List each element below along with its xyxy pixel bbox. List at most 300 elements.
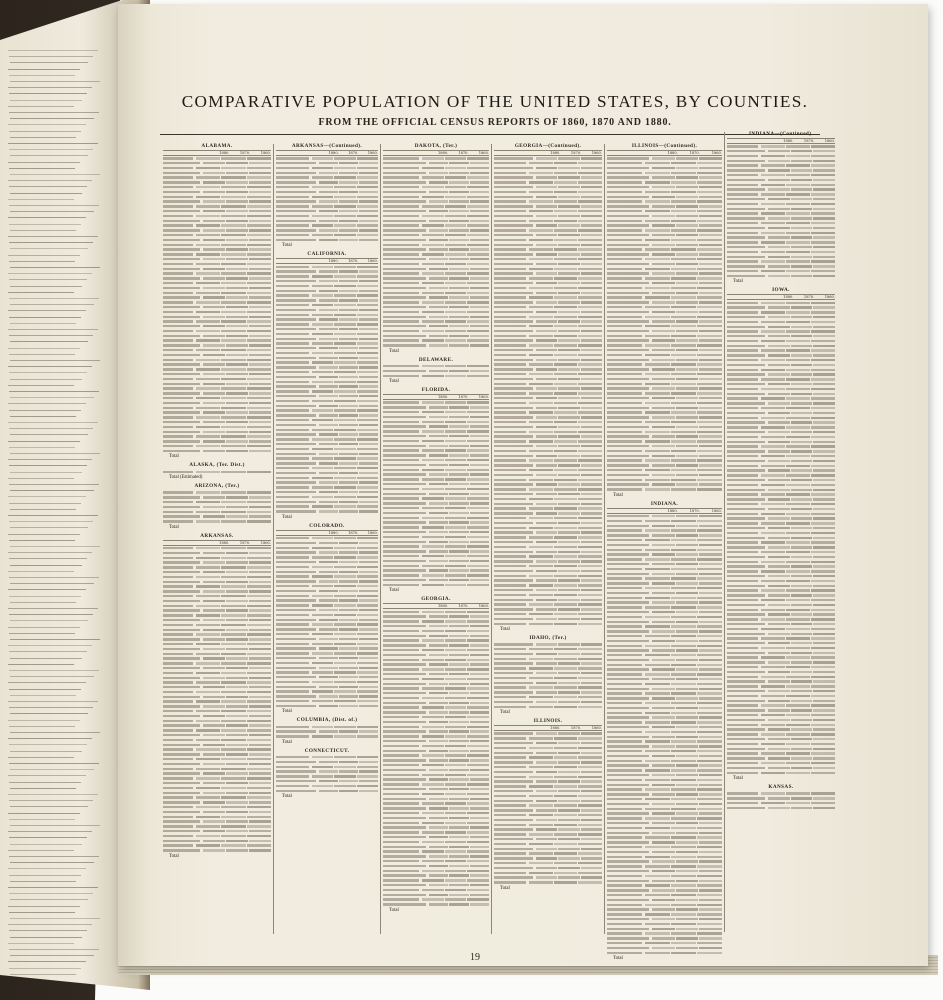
county-name xyxy=(727,246,765,248)
population-value xyxy=(357,457,378,459)
population-value xyxy=(247,205,271,207)
population-value xyxy=(429,884,448,886)
population-value xyxy=(536,541,557,543)
year-label: 1870. xyxy=(458,151,469,155)
population-value xyxy=(470,220,489,222)
county-name xyxy=(276,328,316,330)
population-value xyxy=(558,253,579,255)
population-value xyxy=(811,232,835,234)
population-value xyxy=(645,354,670,356)
left-page-text-line xyxy=(10,788,76,789)
population-value xyxy=(470,865,489,867)
year-label: 1860. xyxy=(478,604,490,609)
county-name xyxy=(494,455,533,457)
population-value xyxy=(558,876,579,878)
year-label: 1860. xyxy=(478,395,490,400)
population-value xyxy=(422,301,444,303)
population-value xyxy=(786,260,810,262)
population-value xyxy=(196,748,220,750)
state-heading: ARKANSAS. xyxy=(200,532,234,539)
population-value xyxy=(357,537,378,539)
population-value xyxy=(761,311,785,313)
population-value xyxy=(422,375,444,377)
county-name xyxy=(383,282,419,284)
population-value xyxy=(813,575,835,577)
population-value xyxy=(581,838,602,840)
population-value xyxy=(196,167,220,169)
population-value xyxy=(422,401,444,403)
left-page-text-line xyxy=(9,261,75,262)
county-name xyxy=(494,706,526,708)
year-label: 1860. xyxy=(591,151,602,155)
population-value xyxy=(581,809,602,811)
population-value xyxy=(699,659,722,661)
population-value xyxy=(319,561,338,563)
population-value xyxy=(429,798,448,800)
county-name xyxy=(276,638,316,640)
county-name xyxy=(494,560,533,562)
population-value xyxy=(652,649,675,651)
population-value xyxy=(813,306,835,308)
population-value xyxy=(221,547,245,549)
county-name xyxy=(383,574,419,576)
population-value xyxy=(470,287,489,289)
population-value xyxy=(445,841,467,843)
left-page-text-line xyxy=(10,174,100,175)
population-value xyxy=(529,450,553,452)
population-value xyxy=(676,253,699,255)
population-value xyxy=(578,306,602,308)
population-value xyxy=(581,761,602,763)
population-value xyxy=(249,172,271,174)
population-value xyxy=(339,676,358,678)
population-value xyxy=(422,745,444,747)
population-value xyxy=(645,549,670,551)
population-value xyxy=(249,734,271,736)
population-value xyxy=(226,619,248,621)
county-name xyxy=(276,647,316,649)
population-value xyxy=(429,692,448,694)
population-value xyxy=(697,306,722,308)
population-value xyxy=(652,630,675,632)
county-name xyxy=(494,431,526,433)
population-value xyxy=(529,766,553,768)
population-value xyxy=(196,282,220,284)
population-value xyxy=(786,193,810,195)
county-name xyxy=(607,186,649,188)
population-value xyxy=(429,855,448,857)
population-value xyxy=(652,851,675,853)
population-value xyxy=(221,835,245,837)
county-name xyxy=(607,913,642,915)
population-value xyxy=(226,667,248,669)
left-page-text-line xyxy=(9,465,87,466)
population-value xyxy=(811,311,835,313)
left-page-text-line xyxy=(8,106,74,107)
population-value xyxy=(813,421,835,423)
population-value xyxy=(768,402,790,404)
population-value xyxy=(536,464,557,466)
population-value xyxy=(449,692,468,694)
population-value xyxy=(581,157,602,159)
county-name xyxy=(276,186,309,188)
population-value xyxy=(449,740,468,742)
population-value xyxy=(467,630,489,632)
county-name xyxy=(727,270,758,272)
population-value xyxy=(558,493,579,495)
population-value xyxy=(699,573,722,575)
population-value xyxy=(319,705,338,707)
population-value xyxy=(449,191,468,193)
population-value xyxy=(676,272,699,274)
county-name xyxy=(163,710,193,712)
population-value xyxy=(529,584,553,586)
population-value xyxy=(429,239,448,241)
county-name xyxy=(607,625,642,627)
county-name xyxy=(494,672,533,674)
population-value xyxy=(429,200,448,202)
population-value xyxy=(470,268,489,270)
population-value xyxy=(791,556,813,558)
county-name xyxy=(276,157,309,159)
population-value xyxy=(467,574,489,576)
left-page-text-line xyxy=(9,112,99,113)
population-value xyxy=(445,565,467,567)
population-value xyxy=(467,375,489,377)
population-value xyxy=(429,181,448,183)
population-value xyxy=(470,445,489,447)
population-value xyxy=(676,445,699,447)
population-value xyxy=(699,668,722,670)
county-name xyxy=(163,325,200,327)
population-value xyxy=(558,790,579,792)
left-page-text-line xyxy=(8,348,80,349)
population-value xyxy=(226,744,248,746)
population-value xyxy=(676,630,699,632)
population-value xyxy=(768,527,790,529)
population-value xyxy=(226,772,248,774)
population-value xyxy=(247,643,271,645)
population-value xyxy=(813,767,835,769)
population-value xyxy=(247,234,271,236)
population-value xyxy=(334,157,355,159)
population-value xyxy=(470,673,489,675)
county-name xyxy=(494,176,533,178)
population-value xyxy=(768,373,790,375)
population-value xyxy=(768,450,790,452)
population-value xyxy=(768,479,790,481)
county-name xyxy=(276,667,316,669)
population-value xyxy=(470,344,489,346)
state-heading: INDIANA—(Continued). xyxy=(748,131,814,137)
population-value xyxy=(445,555,467,557)
county-name xyxy=(494,872,526,874)
population-value xyxy=(449,521,468,523)
population-value xyxy=(422,365,444,367)
left-page-text-line xyxy=(8,775,86,776)
population-value xyxy=(445,687,467,689)
population-value xyxy=(529,296,553,298)
year-label: 1870. xyxy=(803,139,815,143)
population-value xyxy=(676,937,699,939)
population-value xyxy=(536,407,557,409)
population-value xyxy=(652,534,675,536)
population-value xyxy=(768,613,790,615)
left-page-text-line xyxy=(10,676,94,677)
population-value xyxy=(445,497,467,499)
county-name xyxy=(383,157,419,159)
population-value xyxy=(221,720,245,722)
county-name xyxy=(163,677,200,679)
population-value xyxy=(203,581,225,583)
year-label: 1870. xyxy=(348,530,359,535)
population-value xyxy=(699,176,722,178)
population-value xyxy=(786,695,810,697)
population-value xyxy=(247,176,271,178)
population-value xyxy=(221,397,245,399)
population-value xyxy=(813,179,835,181)
population-value xyxy=(558,349,579,351)
county-name xyxy=(163,777,193,779)
county-name xyxy=(727,393,765,395)
population-value xyxy=(445,639,467,641)
population-value xyxy=(813,169,835,171)
population-value xyxy=(768,565,790,567)
county-name xyxy=(494,330,533,332)
population-value xyxy=(652,755,675,757)
county-name xyxy=(383,244,419,246)
county-name xyxy=(163,263,193,265)
population-value xyxy=(791,479,813,481)
population-value xyxy=(449,172,468,174)
county-name xyxy=(494,200,526,202)
population-value xyxy=(697,817,722,819)
county-name xyxy=(383,870,419,872)
population-value xyxy=(339,790,358,792)
county-name xyxy=(163,547,193,549)
population-value xyxy=(203,181,225,183)
county-name xyxy=(276,419,309,421)
county-name xyxy=(163,806,193,808)
population-value xyxy=(529,306,553,308)
population-value xyxy=(247,387,271,389)
population-value xyxy=(249,450,271,452)
population-value xyxy=(813,594,835,596)
population-value xyxy=(359,414,378,416)
county-name xyxy=(163,739,193,741)
population-value xyxy=(791,565,813,567)
county-name xyxy=(494,824,526,826)
county-name xyxy=(383,181,426,183)
population-value xyxy=(671,162,696,164)
population-value xyxy=(445,339,467,341)
county-name xyxy=(163,772,200,774)
county-name xyxy=(494,167,533,169)
population-value xyxy=(247,320,271,322)
population-value xyxy=(699,474,722,476)
county-name xyxy=(163,768,193,770)
population-value xyxy=(699,525,722,527)
population-value xyxy=(578,191,602,193)
population-value xyxy=(761,570,785,572)
population-value xyxy=(529,172,553,174)
population-value xyxy=(221,205,245,207)
population-value xyxy=(554,658,578,660)
county-name xyxy=(276,537,309,539)
county-name xyxy=(383,625,426,627)
population-value xyxy=(429,306,448,308)
population-value xyxy=(581,570,602,572)
population-value xyxy=(357,700,378,702)
population-value xyxy=(786,388,810,390)
population-value xyxy=(791,498,813,500)
county-name xyxy=(727,700,765,702)
county-name xyxy=(494,742,533,744)
population-value xyxy=(445,870,467,872)
left-page-text-line xyxy=(9,837,87,838)
population-value xyxy=(786,145,810,147)
population-value xyxy=(422,879,444,881)
population-value xyxy=(581,359,602,361)
population-value xyxy=(529,575,553,577)
population-value xyxy=(699,455,722,457)
county-name xyxy=(727,179,765,181)
population-value xyxy=(699,745,722,747)
left-page-text-line xyxy=(9,651,87,652)
population-value xyxy=(581,701,602,703)
county-name xyxy=(383,754,419,756)
county-name xyxy=(276,424,316,426)
population-value xyxy=(226,450,248,452)
county-name xyxy=(727,407,758,409)
population-value xyxy=(334,547,355,549)
county-name xyxy=(727,369,758,371)
population-value xyxy=(811,330,835,332)
population-value xyxy=(652,282,675,284)
population-value xyxy=(676,215,699,217)
county-name xyxy=(163,435,193,437)
county-name xyxy=(607,525,649,527)
population-value xyxy=(791,316,813,318)
county-name xyxy=(383,702,426,704)
population-value xyxy=(422,639,444,641)
county-name xyxy=(163,590,200,592)
population-value xyxy=(768,728,790,730)
population-value xyxy=(312,361,333,363)
population-value xyxy=(429,702,448,704)
population-value xyxy=(359,220,378,222)
population-value xyxy=(319,580,338,582)
population-value xyxy=(470,550,489,552)
population-value xyxy=(319,357,338,359)
left-page-text-line xyxy=(9,298,99,299)
population-value xyxy=(786,369,810,371)
population-value xyxy=(226,248,248,250)
population-value xyxy=(699,320,722,322)
population-value xyxy=(359,561,378,563)
county-name xyxy=(494,828,533,830)
population-value xyxy=(226,638,248,640)
county-name xyxy=(727,733,758,735)
county-name xyxy=(276,700,309,702)
population-value xyxy=(429,740,448,742)
population-value xyxy=(645,335,670,337)
population-value xyxy=(422,574,444,576)
population-value xyxy=(529,833,553,835)
population-value xyxy=(247,844,271,846)
population-value xyxy=(467,157,489,159)
population-value xyxy=(697,200,722,202)
population-value xyxy=(558,167,579,169)
county-name xyxy=(383,521,426,523)
population-value xyxy=(791,585,813,587)
county-name xyxy=(494,503,533,505)
county-name xyxy=(494,546,526,548)
population-value xyxy=(791,709,813,711)
county-name xyxy=(607,793,649,795)
population-value xyxy=(334,266,355,268)
county-name xyxy=(383,663,426,665)
left-page-text-line xyxy=(8,441,80,442)
population-value xyxy=(339,705,358,707)
population-value xyxy=(334,467,355,469)
county-name xyxy=(727,772,758,774)
population-value xyxy=(554,603,578,605)
county-name xyxy=(163,653,193,655)
population-value xyxy=(429,335,448,337)
population-value xyxy=(203,667,225,669)
population-value xyxy=(359,229,378,231)
population-value xyxy=(339,338,358,340)
population-value xyxy=(467,565,489,567)
population-value xyxy=(357,352,378,354)
population-value xyxy=(249,763,271,765)
population-value xyxy=(449,730,468,732)
population-value xyxy=(645,469,670,471)
population-value xyxy=(221,520,245,522)
county-name xyxy=(383,253,419,255)
population-value xyxy=(319,599,338,601)
population-value xyxy=(357,304,378,306)
population-value xyxy=(226,335,248,337)
population-value xyxy=(339,318,358,320)
population-value xyxy=(554,565,578,567)
population-value xyxy=(554,258,578,260)
county-header xyxy=(494,726,540,730)
population-value xyxy=(359,162,378,164)
population-value xyxy=(249,210,271,212)
county-row xyxy=(163,519,271,524)
population-value xyxy=(768,517,790,519)
population-value xyxy=(811,792,835,794)
population-value xyxy=(671,181,696,183)
population-value xyxy=(652,745,675,747)
year-label: 1860. xyxy=(824,139,835,143)
population-value xyxy=(813,537,835,539)
population-value xyxy=(339,172,358,174)
population-value xyxy=(768,498,790,500)
county-name xyxy=(494,445,533,447)
population-value xyxy=(357,496,378,498)
county-name xyxy=(494,196,533,198)
county-name xyxy=(494,761,533,763)
year-label: 1880. xyxy=(219,540,230,545)
population-value xyxy=(339,229,358,231)
county-name xyxy=(276,766,309,768)
population-value xyxy=(221,186,245,188)
population-value xyxy=(558,368,579,370)
county-name xyxy=(163,248,200,250)
